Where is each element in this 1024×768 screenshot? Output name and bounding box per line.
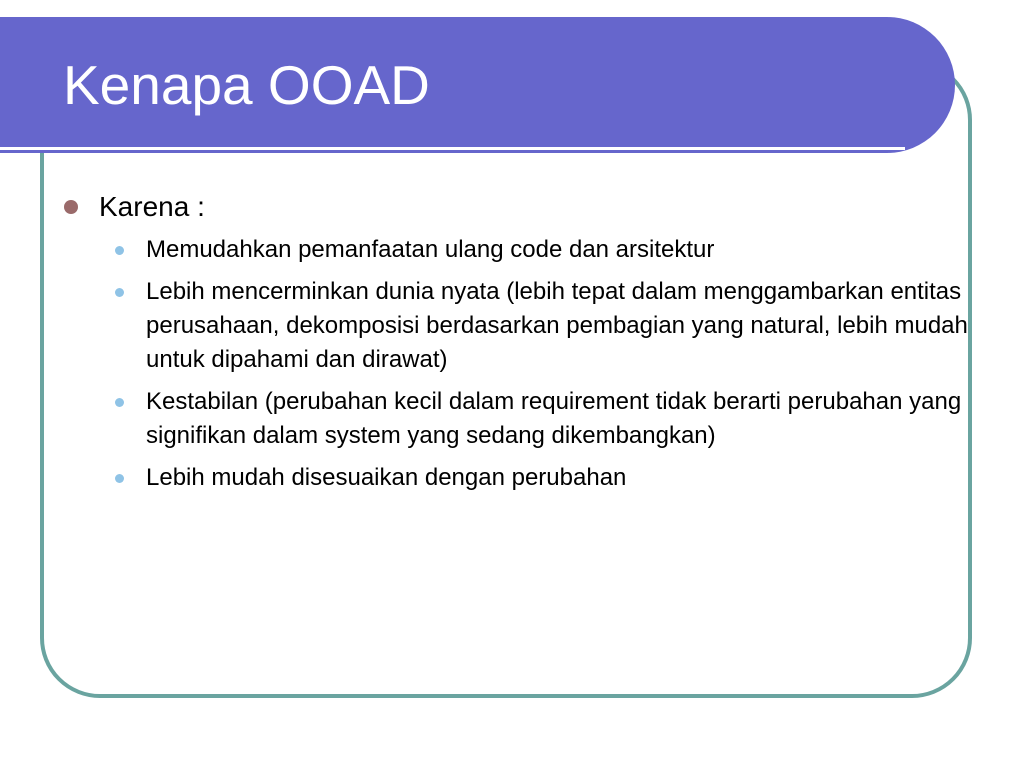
list-item-text: Lebih mudah disesuaikan dengan perubahan (146, 464, 627, 491)
list-item (115, 385, 975, 453)
bullet-dot-icon (115, 246, 124, 255)
list-item-text: Kestabilan (perubahan kecil dalam requirement tidak berarti perubahan yang signifikan dalam system yang sedang dikembangkan) (146, 388, 962, 449)
list-item (115, 461, 975, 495)
level2-list (115, 233, 975, 503)
level1-bullet-icon (64, 200, 78, 214)
bullet-dot-icon (115, 288, 124, 297)
bullet-dot-icon (115, 398, 124, 407)
list-item (115, 275, 975, 377)
list-item-text: Memudahkan pemanfaatan ulang code dan arsitektur (146, 236, 715, 263)
list-item (115, 233, 975, 267)
slide-title: Kenapa OOAD (63, 54, 430, 116)
list-item-text: Lebih mencerminkan dunia nyata (lebih tepat dalam menggambarkan entitas perusahaan, dekomposisi berdasarkan pembagian yang natural, lebih mudah untuk dipahami dan dirawat) (146, 278, 968, 373)
bullet-dot-icon (115, 474, 124, 483)
level1-text: Karena : (99, 191, 205, 222)
